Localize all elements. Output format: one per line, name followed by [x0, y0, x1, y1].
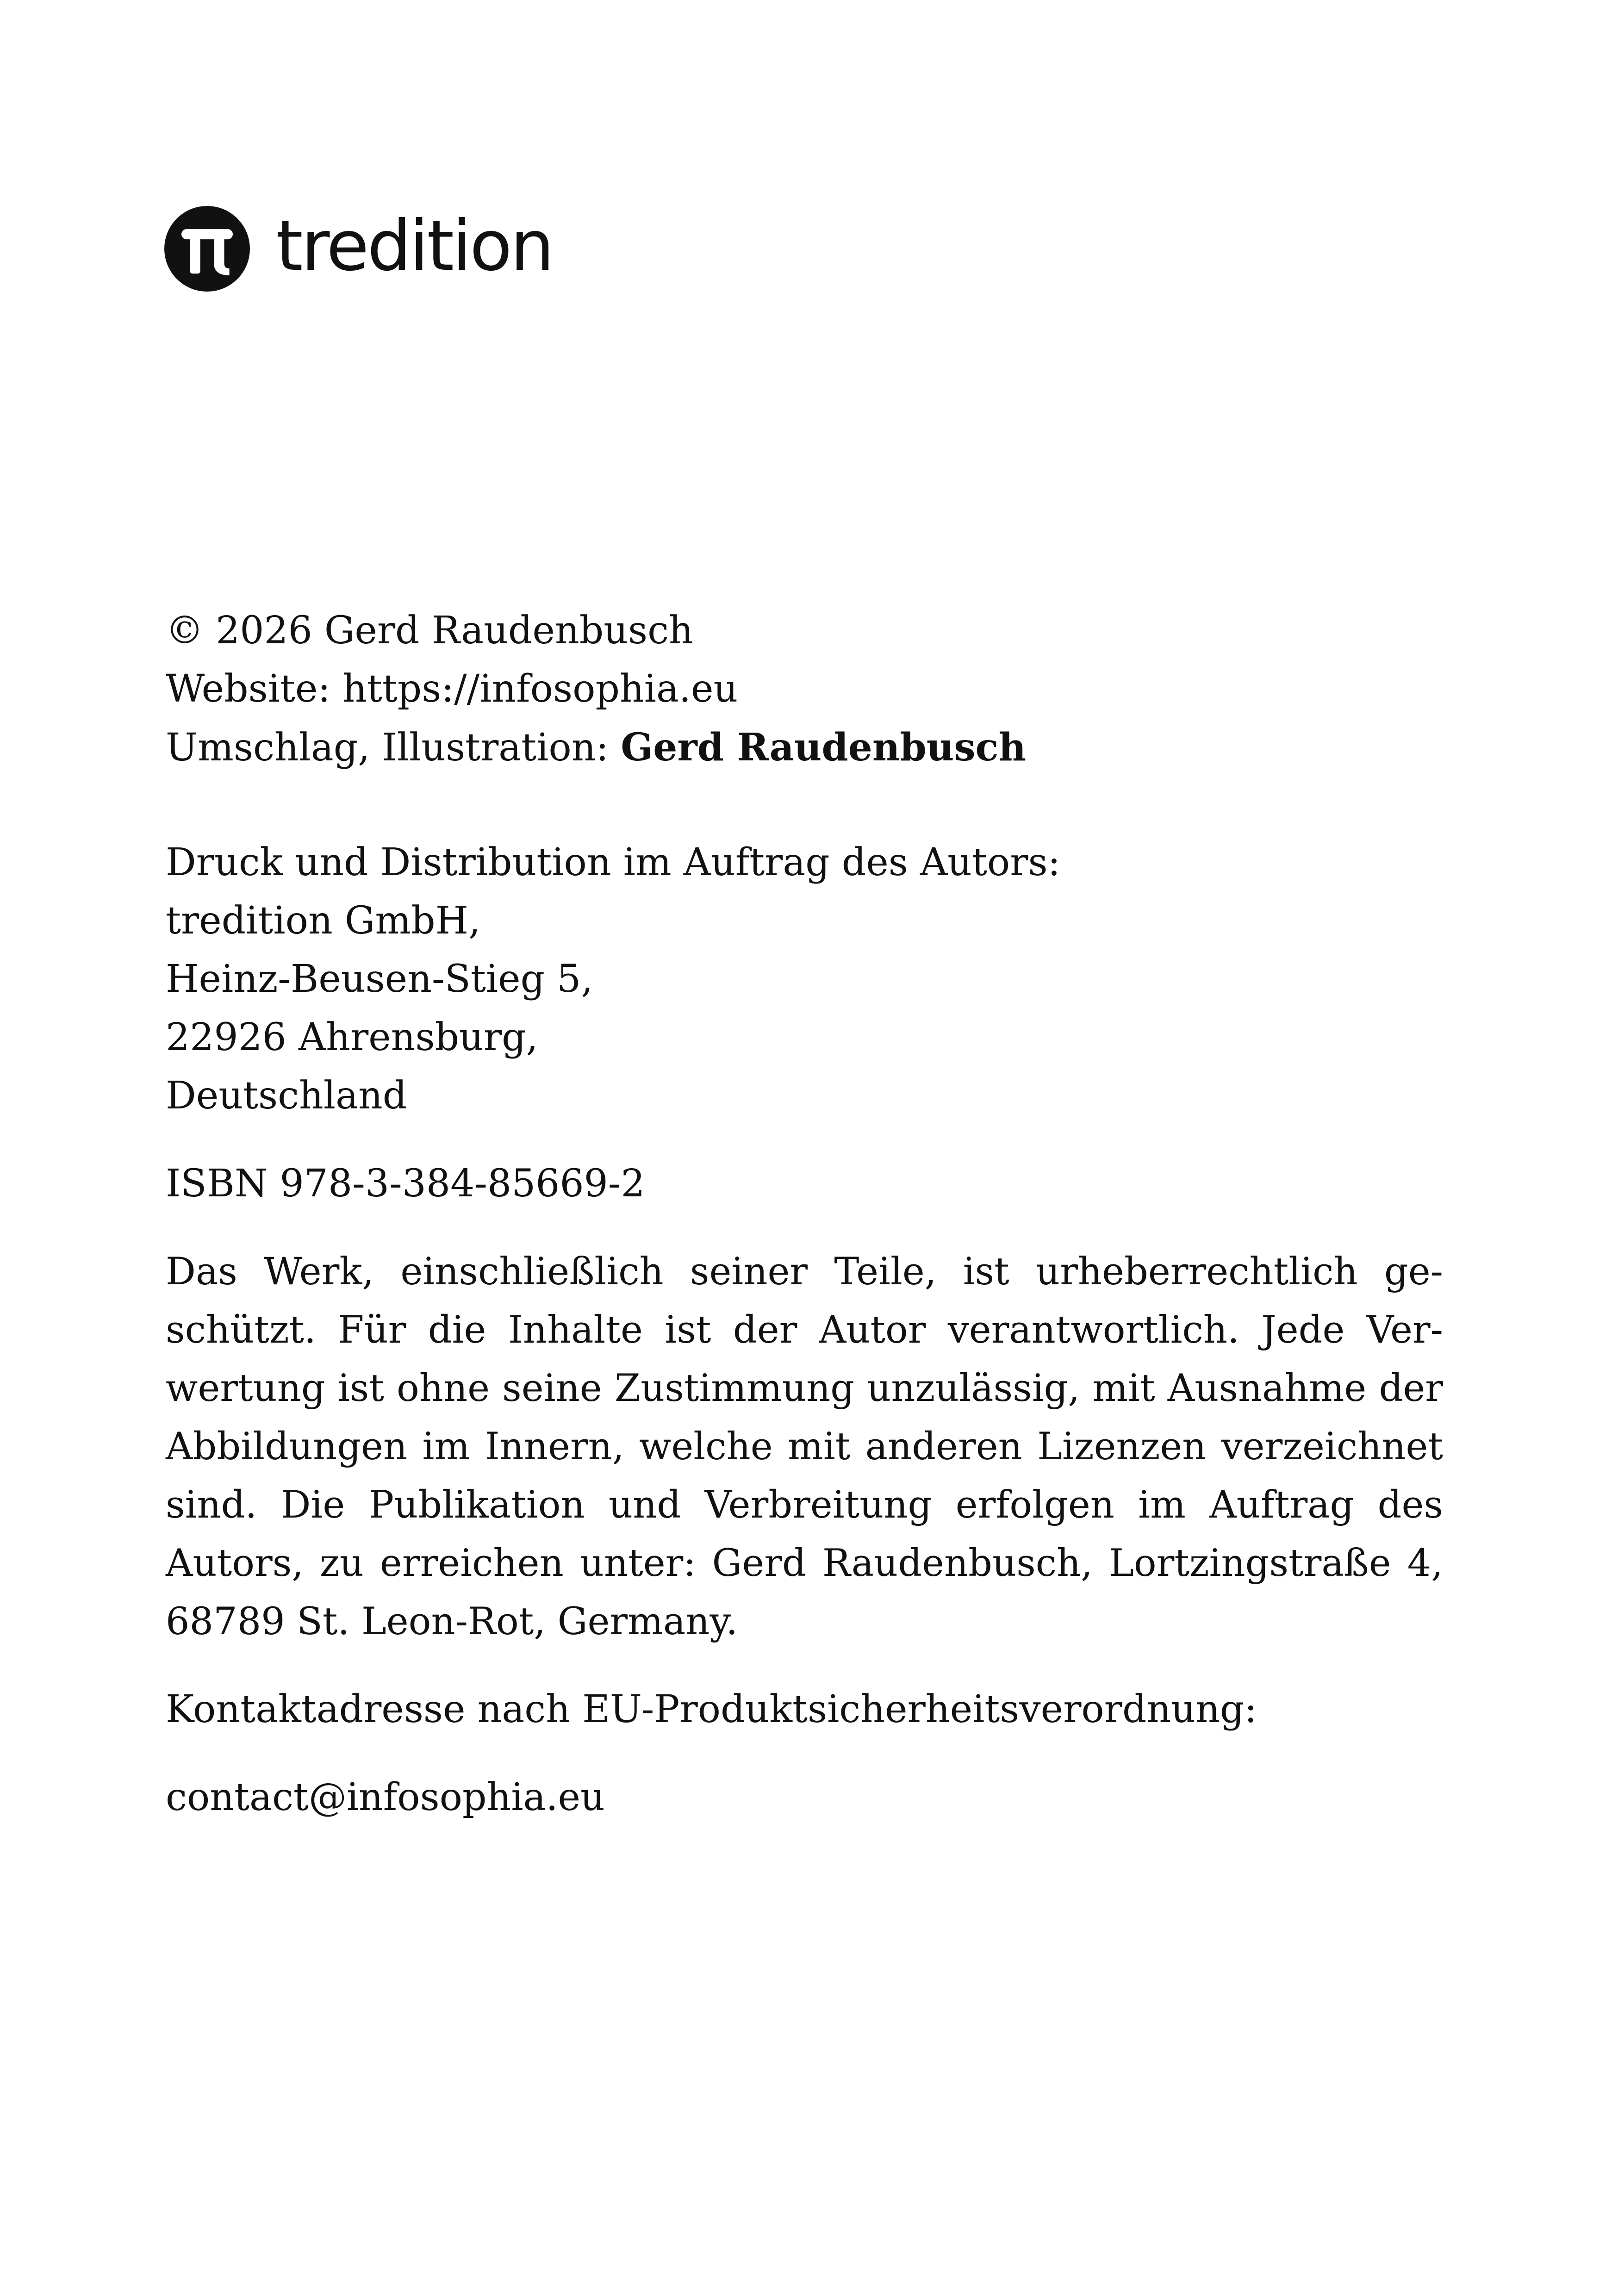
copyright-line: © 2026 Gerd Raudenbusch — [166, 609, 693, 653]
cover-credit-line — [166, 718, 1443, 777]
distribution-country: Deutschland — [166, 1074, 407, 1118]
publisher-wordmark: tredition — [276, 205, 553, 286]
distribution-street: Heinz-Beusen-Stieg 5, — [166, 957, 593, 1001]
imprint-block — [166, 602, 1443, 1827]
legal-notice: Das Werk, einschließlich seiner Teile, ist urheberrechtlich geschützt. Für die Inhalte ist der Autor verantwortlich. Jede Verwertung ist ohne seine Zustimmung unzulässig, mit Ausnahme der Abbildungen im Innern, welche mit anderen Lizenzen verzeichnet sind. Die Publikation und Verbreitung erfolgen im Auftrag des Autors, zu erreichen unter: Gerd Raudenbusch, Lortzingstraße 4, 68789 St. Leon-Rot, Germany. — [166, 1250, 1443, 1643]
website-line: Website: https://infosophia.eu — [166, 667, 738, 711]
contact-email: contact@infosophia.eu — [166, 1775, 605, 1819]
distribution-heading: Druck und Distribution im Auftrag des Autors: — [166, 840, 1061, 884]
publisher-logo — [164, 206, 553, 292]
distribution-company: tredition GmbH, — [166, 899, 481, 943]
isbn-line: ISBN 978-3-384-85669-2 — [166, 1162, 645, 1206]
distribution-city: 22926 Ahrensburg, — [166, 1015, 538, 1059]
cover-credit-name: Gerd Raudenbusch — [621, 725, 1027, 770]
contact-label: Kontaktadresse nach EU-Produktsicherheitsverordnung: — [166, 1687, 1257, 1731]
cover-credit-label: Umschlag, Illustration: — [166, 726, 621, 770]
tredition-t-circle-icon — [164, 206, 250, 292]
